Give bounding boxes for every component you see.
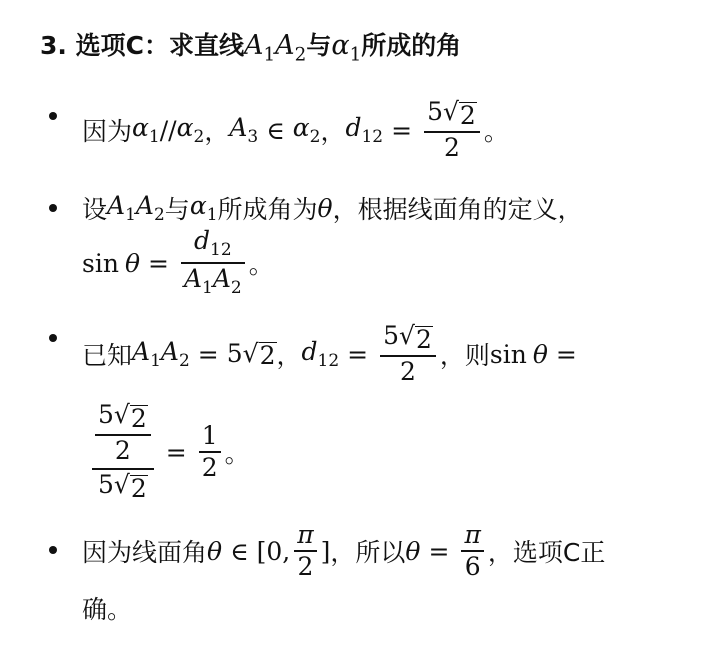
bullet-3-line-b: 5 √ 2 2 5 √ 2 = $\frac{1}{2}$ 。 [92,394,250,510]
bullet-4-line-a: 因为线面角 θ ∈ [0, $\frac{\pi}{2}$ ] ，所以 θ = $\frac{\pi}{6}$ ，选项C正 [82,519,606,581]
bullet-2-line-b: sin θ = $\frac{d_{12}}{A_1A_2}$ 。 [82,226,274,298]
bullet-dot [49,204,57,212]
bullet-dot [49,546,57,554]
fraction-d12-over-A1A2: $\frac{d_{12}}{A_1A_2}$ [181,228,245,297]
bullet-4-line-b: 确。 [82,595,133,624]
fraction-5sqrt2-over-2: 5 √ 2 2 [380,323,436,385]
line-A1A2: $A_1A_2$ [243,30,307,66]
bullet-1-line: 因为 $\alpha_1$ // $\alpha_2$ ， $A_3$ ∈ $\alpha_2$ ， $d_{12}$ = 5 √ 2 2 。 [82,96,509,162]
plane-alpha1: $\alpha_1$ [331,30,362,66]
fraction-pi-over-2: $\frac{\pi}{2}$ [294,522,316,580]
bullet-dot [49,112,57,120]
bullet-2-line-a: 设 $A_1A_2$ 与 $\alpha_1$ 所成角为 θ ，根据线面角的定义， [82,191,583,225]
compound-fraction: 5 √ 2 2 5 √ 2 [92,402,154,502]
bullet-3-line-a: 已知 $A_1A_2$ = 5 √ 2 ， $d_{12}$ = 5 √ 2 2 ，则 sin θ = [82,320,577,386]
fraction-5sqrt2-over-2: 5 √ 2 2 [424,99,480,161]
fraction-pi-over-6: $\frac{\pi}{6}$ [461,522,483,580]
fraction-1-over-2: $\frac{1}{2}$ [199,423,221,481]
section-heading: 3. 选项C：求直线 $A_1A_2$ 与 $\alpha_1$ 所成的角 [40,30,462,66]
bullet-dot [49,334,57,342]
